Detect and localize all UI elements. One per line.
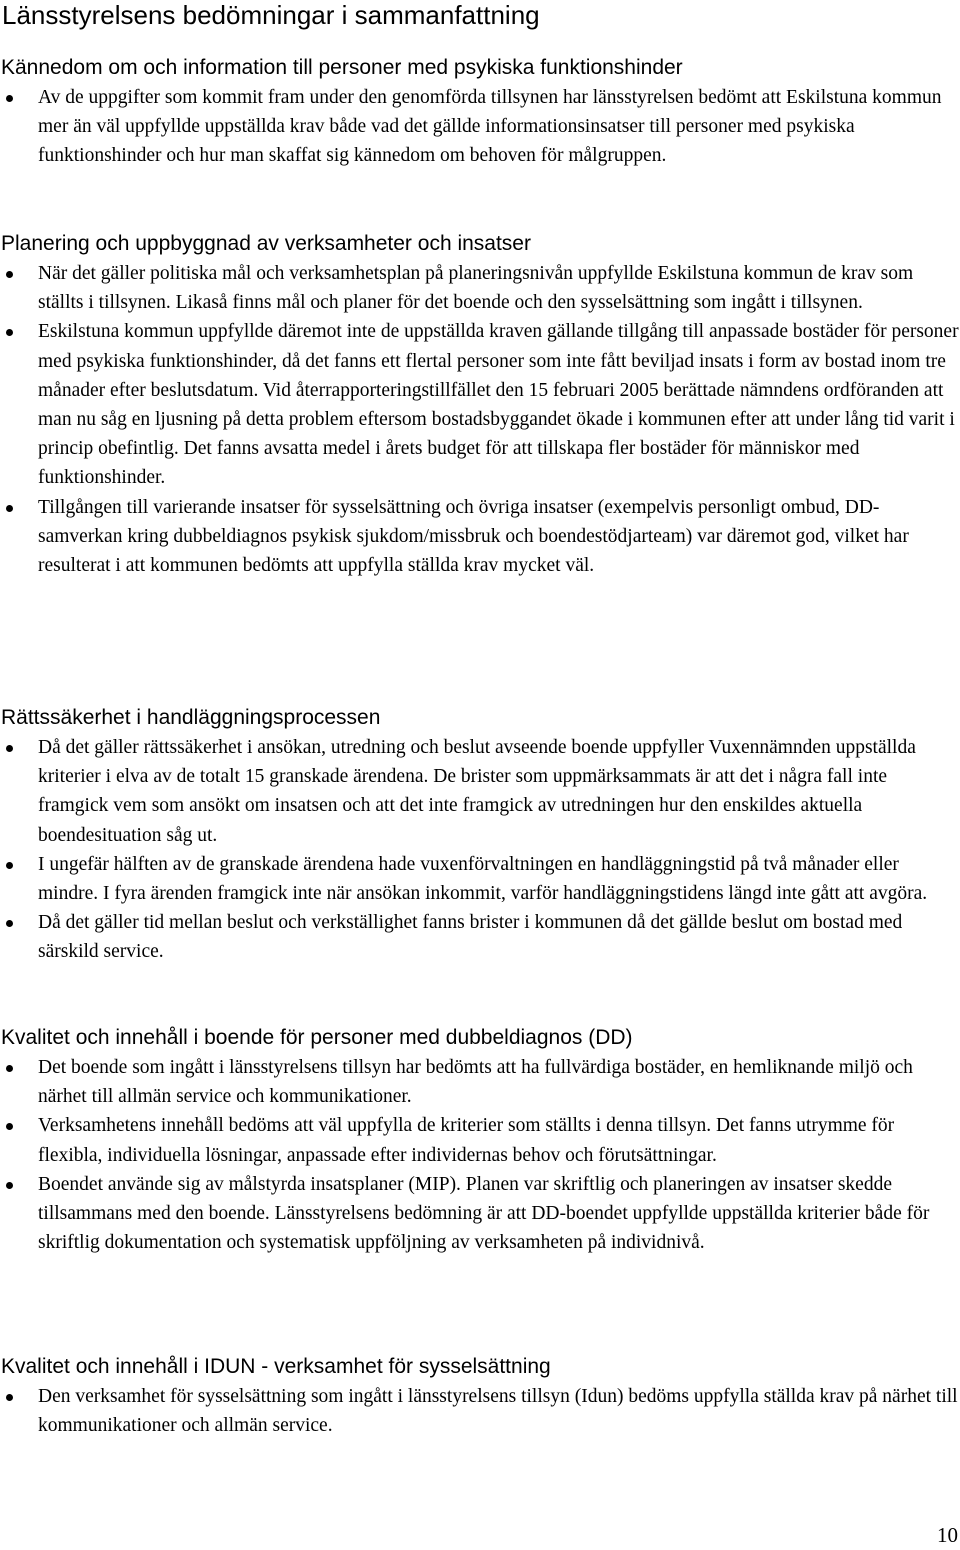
bullet-text: Boendet använde sig av målstyrda insatsplaner (MIP). Planen var skriftlig och planeringen av insatser skedde tillsammans med den boende. Länsstyrelsens bedömning är att DD-boendet uppfyllde uppställda kriterier både för skriftlig dokumentation och systematisk uppföljning av verksamheten på individnivå. [38,1173,930,1254]
bullet-item [0,1053,960,1111]
bullet-list [0,733,960,967]
section-heading: Rättssäkerhet i handläggningsprocessen [1,706,381,729]
section-heading: Planering och uppbyggnad av verksamheter och insatser [1,232,531,255]
section-kannedom [0,53,960,171]
bullet-icon [6,1123,13,1130]
section-heading: Kvalitet och innehåll i IDUN - verksamhet för sysselsättning [1,1355,551,1378]
bullet-item [0,1382,960,1440]
bullet-icon [6,920,13,927]
page-number: 10 [937,1523,958,1547]
section-kvalitet-idun [0,1352,960,1440]
bullet-list [0,1382,960,1440]
section-heading: Kvalitet och innehåll i boende för personer med dubbeldiagnos (DD) [1,1026,633,1049]
bullet-item [0,259,960,317]
bullet-text: Tillgången till varierande insatser för sysselsättning och övriga insatser (exempelvis personligt ombud, DD-samverkan kring dubbeldiagnos psykisk sjukdom/missbruk och boendestödjarteam) var däremot god, vilket har resulterat i att kommunen bedömts att uppfylla ställda krav mycket väl. [38,496,909,577]
section-rattssakerhet [0,703,960,967]
bullet-icon [6,1394,13,1401]
bullet-text: Av de uppgifter som kommit fram under den genomförda tillsynen har länsstyrelsen bedömt att Eskilstuna kommun mer än väl uppfyllde uppställda krav både vad det gällde informationsinsatser till personer med psykiska funktionshinder och hur man skaffat sig kännedom om behoven för målgruppen. [38,87,942,167]
bullet-item [0,733,960,850]
bullet-icon [6,1182,13,1189]
bullet-text: Den verksamhet för sysselsättning som ingått i länsstyrelsens tillsyn (Idun) bedöms uppfylla ställda krav på närhet till kommunikationer och allmän service. [38,1386,958,1437]
section-kvalitet-boende [0,1023,960,1257]
bullet-item [0,493,960,581]
bullet-text: Det boende som ingått i länsstyrelsens tillsyn har bedömts att ha fullvärdiga bostäder, en hemliknande miljö och närhet till allmän service och kommunikationer. [38,1057,913,1108]
bullet-text: Då det gäller tid mellan beslut och verkställighet fanns brister i kommunen då det gällde beslut om bostad med särskild service. [38,912,903,963]
bullet-text: I ungefär hälften av de granskade ärendena hade vuxenförvaltningen en handläggningstid på två månader eller mindre. I fyra ärenden framgick inte när ansökan inkommit, varför handläggningstidens längd inte gått att avgöra. [38,853,928,905]
bullet-text: Då det gäller rättssäkerhet i ansökan, utredning och beslut avseende boende uppfyller Vuxennämnden uppställda kriterier i elva av de totalt 15 granskade ärendena. De brister som uppmärksammats är att det i några fall inte framgick vem som ansökt om insatsen och att det inte framgick av utredningen hur den enskildes aktuella boendesituation såg ut. [38,737,916,846]
bullet-text: Verksamhetens innehåll bedöms att väl uppfylla de kriterier som ställts i denna tillsyn. Det fanns utrymme för flexibla, individuella lösningar, anpassade efter individernas behov och förutsättningar. [38,1115,895,1166]
bullet-icon [6,1065,13,1072]
bullet-icon [6,271,13,278]
document-title: Länsstyrelsens bedömningar i sammanfattning [2,0,540,30]
bullet-list [0,83,960,171]
bullet-icon [6,95,13,102]
section-planering [0,229,960,580]
bullet-icon [6,862,13,869]
bullet-text: Eskilstuna kommun uppfyllde däremot inte de uppställda kraven gällande tillgång till anpassade bostäder för personer med psykiska funktionshinder, då det fanns ett flertal personer som inte fått beviljad insats i form av bostad inom tre månader efter beslutsdatum. Vid återrapporteringstillfället den 15 februari 2005 berättade nämndens ordföranden att man nu såg en ljusning på detta problem eftersom bostadsbyggandet ökade i kommunen efter att under lång tid varit i princip obefintlig. Det fanns avsatta medel i årets budget för att tillskapa fler bostäder för människor med funktionshinder. [38,321,959,489]
bullet-item [0,317,960,492]
bullet-list [0,259,960,580]
bullet-item [0,83,960,171]
bullet-icon [6,505,13,512]
bullet-text: När det gäller politiska mål och verksamhetsplan på planeringsnivån uppfyllde Eskilstuna kommun de krav som ställts i tillsynen. Likaså finns mål och planer för det boende och den sysselsättning som ingått i tillsynen. [38,263,914,314]
bullet-item [0,850,960,908]
bullet-item [0,1111,960,1169]
bullet-icon [6,329,13,336]
bullet-icon [6,745,13,752]
bullet-item [0,908,960,966]
bullet-list [0,1053,960,1257]
bullet-item [0,1170,960,1258]
section-heading: Kännedom om och information till personer med psykiska funktionshinder [1,56,683,79]
